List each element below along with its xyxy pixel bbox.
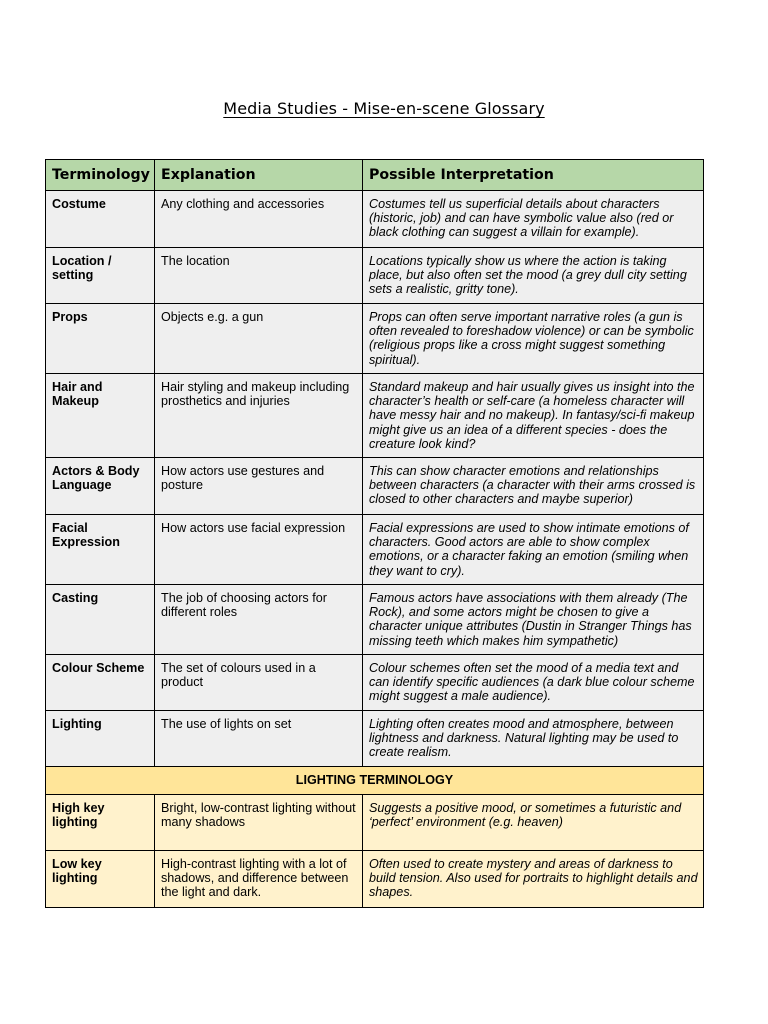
row-explanation: How actors use facial expression bbox=[155, 515, 363, 585]
row-explanation: How actors use gestures and posture bbox=[155, 458, 363, 515]
row-term: Hair and Makeup bbox=[46, 374, 155, 458]
row-explanation: High-contrast lighting with a lot of shadows, and difference between the light and dark. bbox=[155, 851, 363, 908]
table-row bbox=[46, 585, 704, 655]
lighting-section-heading: LIGHTING TERMINOLOGY bbox=[46, 767, 704, 795]
header-terminology: Terminology bbox=[46, 160, 155, 191]
row-interpretation: This can show character emotions and relationships between characters (a character with their arms crossed is closed to other characters and maybe superior) bbox=[363, 458, 704, 515]
row-interpretation: Lighting often creates mood and atmosphere, between lightness and darkness. Natural lighting may be used to create realism. bbox=[363, 711, 704, 767]
table-row bbox=[46, 851, 704, 908]
table-header-row bbox=[46, 160, 704, 191]
glossary-table bbox=[45, 159, 704, 908]
row-interpretation: Colour schemes often set the mood of a media text and can identify specific audiences (a dark blue colour scheme might suggest a male audience). bbox=[363, 655, 704, 711]
table-row bbox=[46, 191, 704, 248]
row-term: High key lighting bbox=[46, 795, 155, 851]
row-interpretation: Suggests a positive mood, or sometimes a futuristic and ‘perfect’ environment (e.g. heaven) bbox=[363, 795, 704, 851]
row-interpretation: Facial expressions are used to show intimate emotions of characters. Good actors are able to show complex emotions, or a character faking an emotion (smiling when they want to cry). bbox=[363, 515, 704, 585]
row-interpretation: Costumes tell us superficial details about characters (historic, job) and can have symbolic value also (red or black clothing can suggest a villain for example). bbox=[363, 191, 704, 248]
table-row bbox=[46, 515, 704, 585]
row-term: Props bbox=[46, 304, 155, 374]
document-title: Media Studies - Mise-en-scene Glossary bbox=[223, 99, 545, 118]
row-explanation: Hair styling and makeup including prosthetics and injuries bbox=[155, 374, 363, 458]
table-row bbox=[46, 795, 704, 851]
row-term: Low key lighting bbox=[46, 851, 155, 908]
row-interpretation: Props can often serve important narrative roles (a gun is often revealed to foreshadow violence) or can be symbolic (religious props like a cross might suggest something spiritual). bbox=[363, 304, 704, 374]
row-term: Actors & Body Language bbox=[46, 458, 155, 515]
row-explanation: The set of colours used in a product bbox=[155, 655, 363, 711]
table-row bbox=[46, 248, 704, 304]
header-explanation: Explanation bbox=[155, 160, 363, 191]
row-explanation: Objects e.g. a gun bbox=[155, 304, 363, 374]
table-row bbox=[46, 458, 704, 515]
lighting-section-row bbox=[46, 767, 704, 795]
table-row bbox=[46, 655, 704, 711]
table-row bbox=[46, 711, 704, 767]
row-interpretation: Locations typically show us where the action is taking place, but also often set the mood (a grey dull city setting sets a realistic, gritty tone). bbox=[363, 248, 704, 304]
header-interpretation: Possible Interpretation bbox=[363, 160, 704, 191]
row-explanation: Bright, low-contrast lighting without many shadows bbox=[155, 795, 363, 851]
row-explanation: The location bbox=[155, 248, 363, 304]
row-interpretation: Often used to create mystery and areas of darkness to build tension. Also used for portraits to highlight details and shapes. bbox=[363, 851, 704, 908]
row-explanation: The job of choosing actors for different roles bbox=[155, 585, 363, 655]
row-interpretation: Famous actors have associations with them already (The Rock), and some actors might be chosen to give a character unique attributes (Dustin in Stranger Things has missing teeth which makes him sympathetic) bbox=[363, 585, 704, 655]
table-row bbox=[46, 374, 704, 458]
row-term: Colour Scheme bbox=[46, 655, 155, 711]
row-term: Casting bbox=[46, 585, 155, 655]
row-term: Location / setting bbox=[46, 248, 155, 304]
row-term: Facial Expression bbox=[46, 515, 155, 585]
row-explanation: The use of lights on set bbox=[155, 711, 363, 767]
row-explanation: Any clothing and accessories bbox=[155, 191, 363, 248]
row-term: Lighting bbox=[46, 711, 155, 767]
table-row bbox=[46, 304, 704, 374]
row-interpretation: Standard makeup and hair usually gives us insight into the character’s health or self-care (a homeless character will have messy hair and no makeup). In fantasy/sci-fi makeup might give us an idea of a different species - does the creature look kind? bbox=[363, 374, 704, 458]
row-term: Costume bbox=[46, 191, 155, 248]
